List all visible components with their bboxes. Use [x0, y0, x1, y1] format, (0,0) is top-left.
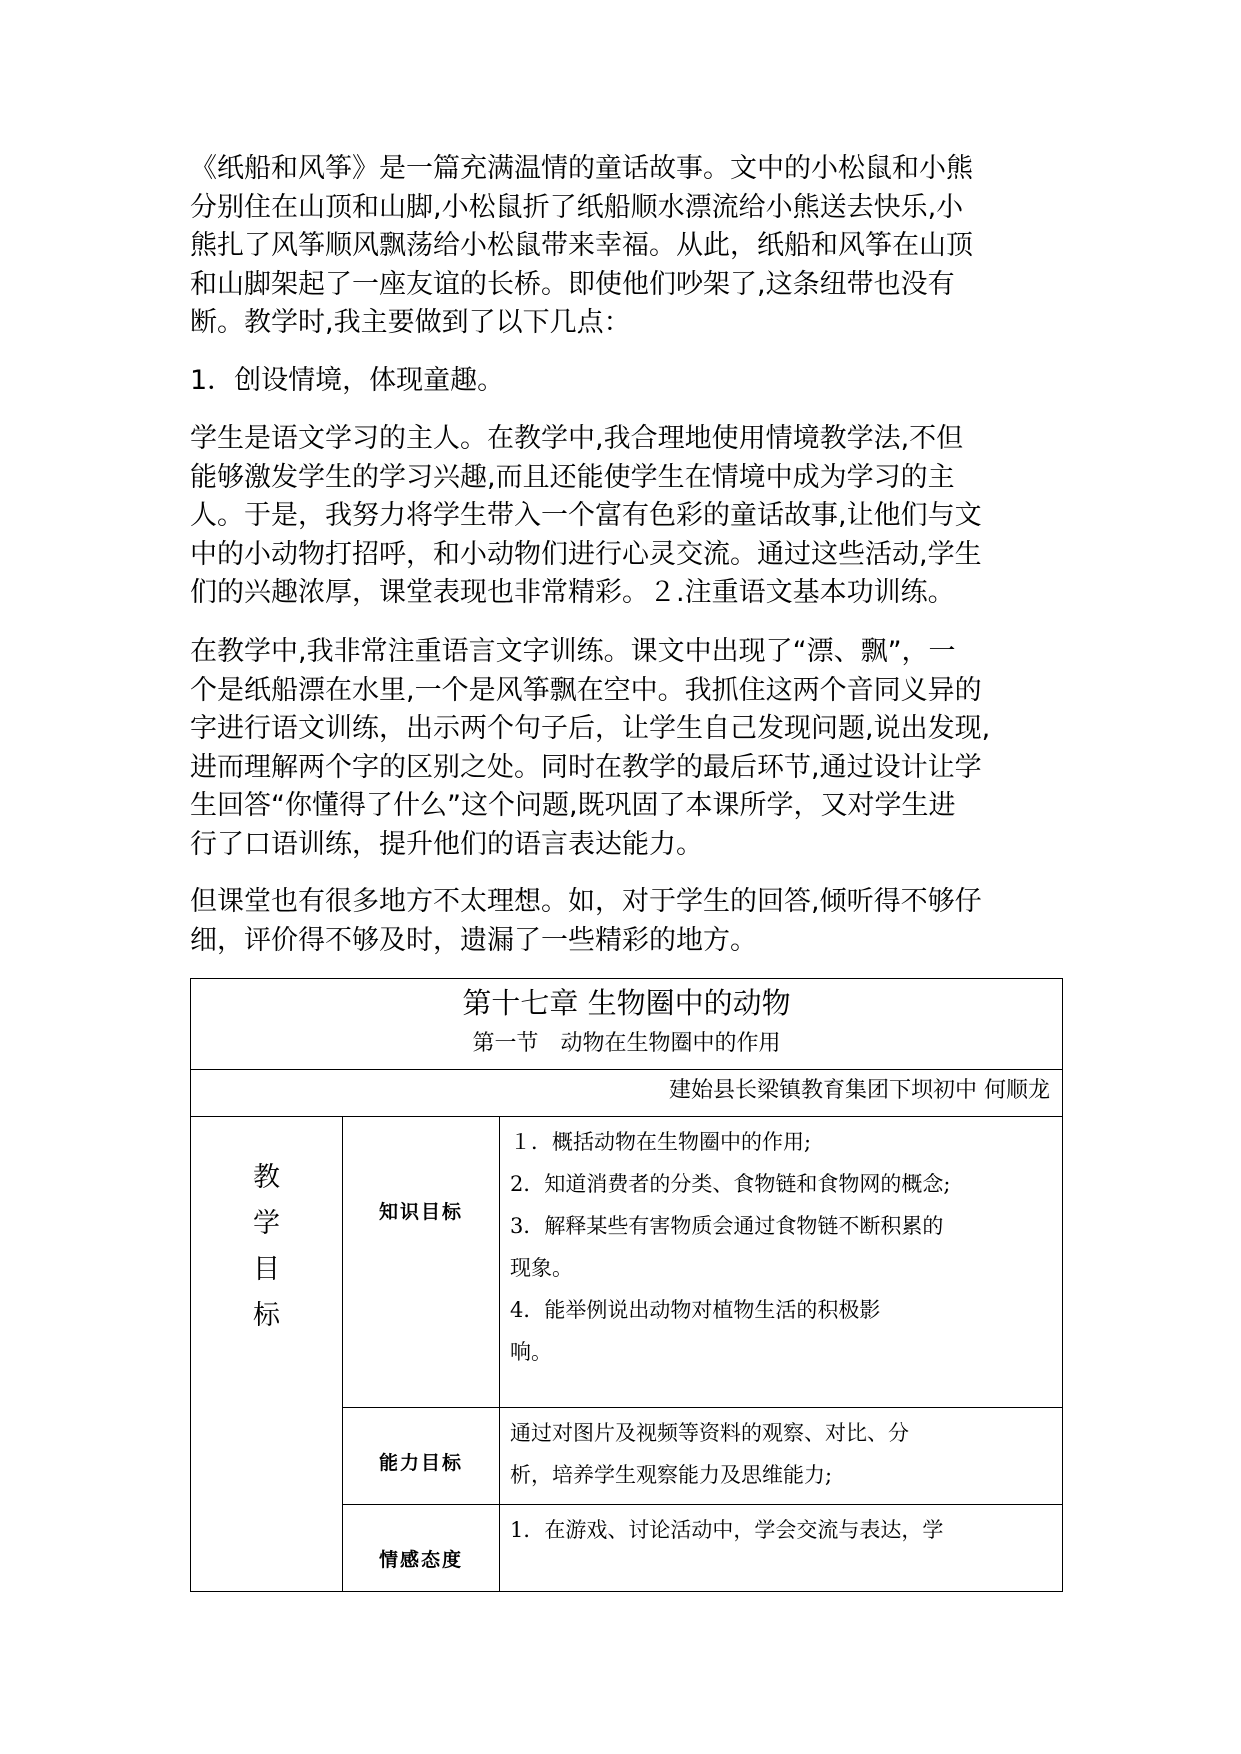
text-line: 分别住在山顶和山脚,小松鼠折了纸船顺水漂流给小熊送去快乐,小 — [190, 191, 964, 223]
paragraph-situation — [190, 420, 1065, 613]
goal-line: 析，培养学生观察能力及思维能力; — [510, 1463, 833, 1487]
title-cell — [191, 979, 1063, 1070]
heading-point-1 — [190, 362, 1065, 401]
text-line: 个是纸船漂在水里,一个是风筝飘在空中。我抓住这两个音同义异的 — [190, 674, 982, 706]
emotion-goal-content — [500, 1505, 1063, 1592]
goal-line: 1．在游戏、讨论活动中，学会交流与表达，学 — [510, 1518, 944, 1542]
knowledge-goal-label-text: 知识目标 — [378, 1201, 463, 1223]
goal-line: １．概括动物在生物圈中的作用; — [510, 1130, 812, 1154]
knowledge-goal-label — [343, 1117, 500, 1408]
text-line: 人。于是，我努力将学生带入一个富有色彩的童话故事,让他们与文 — [190, 500, 982, 531]
text-line: 学生是语文学习的主人。在教学中,我合理地使用情境教学法,不但 — [190, 423, 964, 454]
author-cell: 建始县长梁镇教育集团下坝初中 何顺龙 — [191, 1070, 1063, 1117]
ability-goal-content — [500, 1408, 1063, 1505]
text-line: 细，评价得不够及时，遗漏了一些精彩的地方。 — [190, 924, 757, 956]
text-line: 《纸船和风筝》是一篇充满温情的童话故事。文中的小松鼠和小熊 — [190, 153, 973, 184]
text-line: 但课堂也有很多地方不太理想。如，对于学生的回答,倾听得不够仔 — [190, 886, 982, 917]
text-line: 和山脚架起了一座友谊的长桥。即使他们吵架了,这条纽带也没有 — [190, 268, 955, 300]
goal-label-char: 标 — [253, 1300, 280, 1331]
section-title: 第一节 动物在生物圈中的作用 — [472, 1031, 781, 1056]
text-line: 生回答“你懂得了什么”这个问题,既巩固了本课所学，又对学生进 — [190, 790, 956, 821]
lesson-plan-table — [190, 978, 1063, 1592]
emotion-goal-label — [343, 1505, 500, 1592]
paragraph-reflection — [190, 883, 1065, 960]
goal-line: 现象。 — [510, 1256, 573, 1280]
text-line: 进而理解两个字的区别之处。同时在教学的最后环节,通过设计让学 — [190, 751, 982, 783]
goal-line: 通过对图片及视频等资料的观察、对比、分 — [510, 1421, 909, 1445]
goal-label-char: 教 — [253, 1162, 280, 1193]
chapter-title: 第十七章 生物圈中的动物 — [462, 986, 791, 1020]
knowledge-goal-content — [500, 1117, 1063, 1408]
text-line: 能够激发学生的学习兴趣,而且还能使学生在情境中成为学习的主 — [190, 461, 955, 493]
text-line: 们的兴趣浓厚，课堂表现也非常精彩。２.注重语文基本功训练。 — [190, 577, 955, 608]
text-line: 断。教学时,我主要做到了以下几点： — [190, 307, 631, 338]
goal-line: 2．知道消费者的分类、食物链和食物网的概念; — [510, 1172, 951, 1196]
ability-goal-label — [343, 1408, 500, 1505]
goal-line: 4．能举例说出动物对植物生活的积极影 — [510, 1298, 881, 1322]
text-line: 1．创设情境，体现童趣。 — [190, 365, 505, 396]
goal-label-char: 学 — [253, 1208, 280, 1239]
text-line: 中的小动物打招呼，和小动物们进行心灵交流。通过这些活动,学生 — [190, 538, 982, 570]
goal-line: 响。 — [510, 1340, 552, 1364]
paragraph-language-training — [190, 633, 1065, 864]
text-line: 字进行语文训练，出示两个句子后，让学生自己发现问题,说出发现, — [190, 713, 991, 744]
teaching-goals-label — [191, 1117, 343, 1592]
intro-paragraph — [190, 150, 1065, 343]
text-line: 在教学中,我非常注重语言文字训练。课文中出现了“漂、飘”，一 — [190, 636, 956, 667]
goal-line: 3．解释某些有害物质会通过食物链不断积累的 — [510, 1214, 944, 1238]
emotion-goal-label-text: 情感态度 — [378, 1549, 463, 1571]
text-line: 行了口语训练，提升他们的语言表达能力。 — [190, 828, 703, 860]
text-line: 熊扎了风筝顺风飘荡给小松鼠带来幸福。从此，纸船和风筝在山顶 — [190, 230, 973, 261]
goal-label-char: 目 — [253, 1254, 280, 1285]
ability-goal-label-text: 能力目标 — [378, 1452, 463, 1474]
